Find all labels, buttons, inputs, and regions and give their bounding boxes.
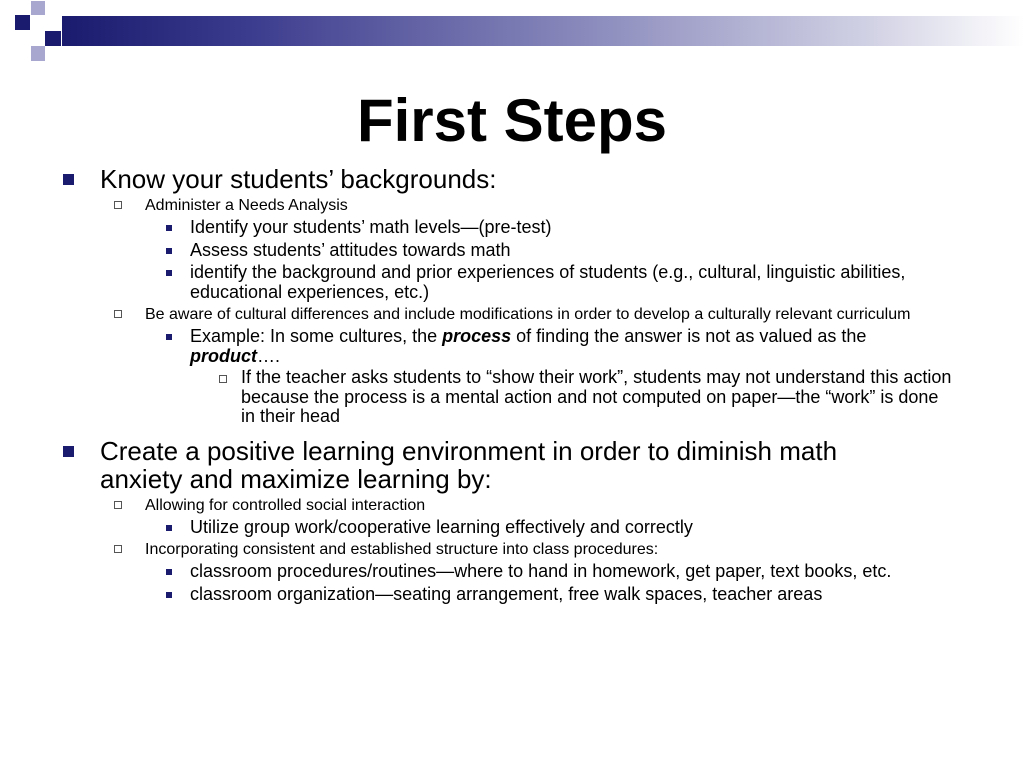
hollow-square-bullet-icon <box>219 375 227 383</box>
bullet-level3 <box>0 562 950 582</box>
square-bullet-icon <box>63 174 74 185</box>
bullet-text: Allowing for controlled social interaction <box>145 496 426 514</box>
hollow-square-bullet-icon <box>114 545 122 553</box>
square-bullet-icon <box>166 225 172 231</box>
square-bullet-icon <box>166 525 172 531</box>
bullet-text: identify the background and prior experiences of students (e.g., cultural, linguistic abilities, educational experiences, etc.) <box>190 262 906 302</box>
square-bullet-icon <box>166 334 172 340</box>
bullet-text: Assess students’ attitudes towards math <box>190 239 511 260</box>
bullet-level2 <box>0 305 945 324</box>
square-bullet-icon <box>166 569 172 575</box>
bullet-level1 <box>0 437 920 493</box>
bullet-text: Create a positive learning environment in order to diminish math anxiety and maximize learning by: <box>100 435 838 494</box>
bullet-level3 <box>0 218 950 238</box>
bullet-level2 <box>0 496 945 515</box>
decorative-square <box>31 46 45 61</box>
emphasis-process: process <box>442 326 512 346</box>
decorative-square <box>31 1 45 15</box>
bullet-level3 <box>0 263 950 302</box>
bullet-level2 <box>0 540 945 559</box>
bullet-level3 <box>0 327 950 366</box>
hollow-square-bullet-icon <box>114 501 122 509</box>
slide-content <box>0 165 1024 604</box>
bullet-level3 <box>0 241 950 261</box>
hollow-square-bullet-icon <box>114 310 122 318</box>
slide-title: First Steps <box>356 87 668 154</box>
bullet-level4 <box>0 368 956 427</box>
bullet-text: classroom organization—seating arrangement, free walk spaces, teacher areas <box>190 583 823 604</box>
bullet-text: Incorporating consistent and established structure into class procedures: <box>145 541 659 558</box>
square-bullet-icon <box>166 248 172 254</box>
decorative-square <box>15 15 30 30</box>
bullet-text: Administer a Needs Analysis <box>145 197 348 214</box>
bullet-level2 <box>0 196 945 215</box>
decorative-square <box>45 31 61 46</box>
bullet-level3 <box>0 585 950 605</box>
bullet-text: Be aware of cultural differences and include modifications in order to develop a culturally relevant curriculum <box>145 306 911 323</box>
square-bullet-icon <box>166 592 172 598</box>
square-bullet-icon <box>63 446 74 457</box>
bullet-text-part: …. <box>257 345 281 366</box>
bullet-text: Utilize group work/cooperative learning effectively and correctly <box>190 516 693 537</box>
bullet-level3 <box>0 518 950 538</box>
header-gradient-bar <box>62 16 1024 46</box>
bullet-text-part: of finding the answer is not as valued as the <box>511 326 867 346</box>
bullet-text-part: Example: In some cultures, the <box>190 326 443 346</box>
bullet-level1 <box>0 165 920 193</box>
emphasis-product: product <box>190 345 257 366</box>
hollow-square-bullet-icon <box>114 201 122 209</box>
square-bullet-icon <box>166 270 172 276</box>
bullet-text: Identify your students’ math levels—(pre-test) <box>190 217 552 237</box>
bullet-text: classroom procedures/routines—where to hand in homework, get paper, text books, etc. <box>190 561 892 581</box>
bullet-text: If the teacher asks students to “show their work”, students may not understand this action because the process is a mental action and not computed on paper—the “work” is done in their head <box>241 367 952 426</box>
bullet-text: Know your students’ backgrounds: <box>100 164 497 194</box>
